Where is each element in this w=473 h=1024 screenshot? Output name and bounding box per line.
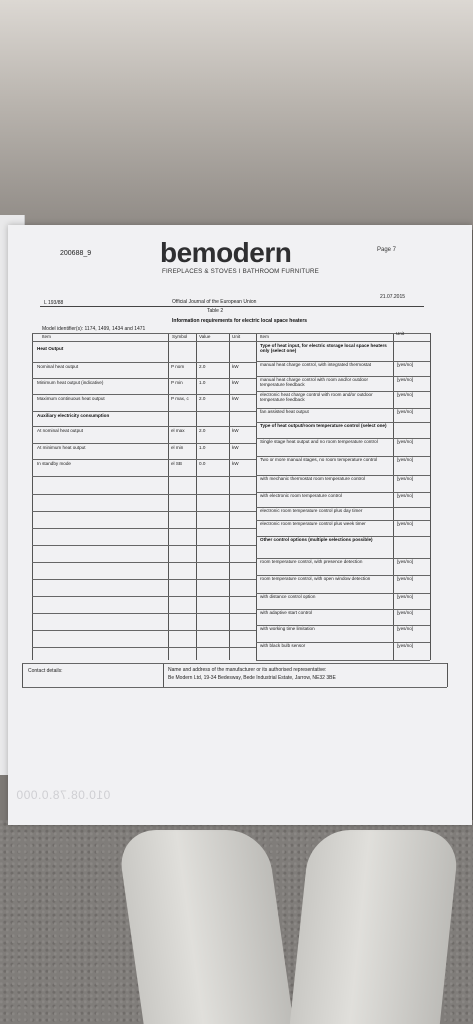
table-subtitle: Information requirements for electric local space heaters [172,318,308,324]
table-row-line [32,528,256,529]
table-column-line [229,333,230,660]
right-row-unit: [yes/no] [397,439,414,444]
table-row-line [32,362,256,363]
model-identifiers: Model identifier(s): 1174, 1499, 1434 and 1471 [42,326,146,332]
left-row-item: Auxiliary electricity consumption [37,413,110,418]
left-row-value: 2.0 [199,396,206,401]
table-row-line [32,394,256,395]
contact-box-line [22,687,447,688]
right-row-unit: [yes/no] [397,610,414,615]
right-row-unit: [yes/no] [397,559,414,564]
left-row-item: In standby mode [37,461,71,466]
left-header-item: Item [42,334,51,339]
brand-tagline: FIREPLACES & STOVES I BATHROOM FURNITURE [162,268,319,275]
right-row-unit: [yes/no] [397,521,414,526]
left-row-symbol: P min [171,380,183,385]
right-row-item: Type of heat output/room temperature control (select one) [260,423,387,428]
table-row-line [32,613,256,614]
right-row-unit: [yes/no] [397,377,414,382]
table-title: Table 2 [207,308,224,314]
document-id: 200688_9 [60,250,92,257]
left-row-symbol: P nom [171,364,185,369]
left-row-unit: kW [232,380,239,385]
right-row-unit: [yes/no] [397,643,414,648]
left-leg [116,830,293,1024]
contact-address: Be Modern Ltd, 19-34 Bedesway, Bede Industrial Estate, Jarrow, NE32 3BE [168,675,336,681]
right-row-unit: [yes/no] [397,476,414,481]
right-row-item: with mechanic thermostat room temperature control [260,476,365,481]
right-row-unit: [yes/no] [397,626,414,631]
right-row-unit: [yes/no] [397,594,414,599]
left-row-unit: kW [232,396,239,401]
table-row-line [32,333,430,334]
table-row-line [32,579,256,580]
right-row-item: fan assisted heat output [260,409,309,414]
left-row-item: Nominal heat output [37,364,79,369]
table-row-line [32,562,256,563]
table-row-line [32,426,256,427]
table-row-line [32,378,256,379]
background-wall [0,0,473,230]
contact-box-line [447,663,448,687]
right-row-item: manual heat charge control with room and/or outdoor temperature feedback [260,377,369,388]
left-header-value: Value [199,334,211,339]
table-row-line [32,443,256,444]
left-row-unit: kW [232,428,239,433]
table-column-line [168,333,169,660]
left-row-value: 1.0 [199,445,206,450]
right-row-item: electronic room temperature control plus week timer [260,521,366,526]
left-row-symbol: el SB [171,461,182,466]
table-column-line [430,333,431,660]
right-row-unit: [yes/no] [397,576,414,581]
right-row-item: with distance control option [260,594,316,599]
right-row-item: electronic room temperature control plus day timer [260,508,363,513]
left-row-value: 2.0 [199,428,206,433]
table-column-line [393,333,394,660]
right-row-item: Single stage heat output and no room temperature control [260,439,378,444]
contact-label: Contact details: [28,668,63,674]
right-row-item: manual heat charge control, with integrated thermostat [260,362,372,367]
left-row-item: At minimum heat output [37,445,86,450]
right-row-item: with electronic room temperature control [260,493,342,498]
contact-box-line [163,663,164,687]
right-header-unit: Unit [396,331,405,336]
right-header-item: Item [260,334,269,339]
left-row-item: Maximum continuous heat output [37,396,105,401]
right-row-item: with adaptive start control [260,610,313,615]
table-column-line [32,333,33,660]
right-row-item: Two or more manual stages, no room temperature control [260,457,378,462]
left-row-item: Minimum heat output (indicative) [37,380,104,385]
left-row-symbol: el min [171,445,184,450]
right-row-unit: [yes/no] [397,409,414,414]
right-row-item: room temperature control, with presence detection [260,559,363,564]
left-row-symbol: P max, c [171,396,189,401]
left-row-symbol: el max [171,428,185,433]
right-row-item: Type of heat input, for electric storage local space heaters only (select one) [260,343,387,354]
page-number: Page 7 [377,247,397,253]
table-row-line [32,511,256,512]
right-row-item: with working time limitation [260,626,315,631]
journal-reference: L 193/88 [44,300,64,306]
table-row-line [32,545,256,546]
contact-box-line [22,663,447,664]
left-row-unit: kW [232,445,239,450]
table-column-line [196,333,197,660]
table-row-line [32,647,256,648]
right-row-unit: [yes/no] [397,392,414,397]
journal-rule [40,306,424,307]
left-row-value: 2.0 [199,364,206,369]
table-row-line [32,630,256,631]
right-row-item: with black bulb sensor [260,643,306,648]
right-leg [290,830,460,1024]
contact-box-line [22,663,23,687]
table-row-line [256,660,430,661]
left-row-item: Heat Output [37,346,64,351]
brand-logo: bemodern [160,237,292,268]
reverse-stamp: 010.08.78.0.000 [16,788,111,802]
right-row-unit: [yes/no] [397,362,414,367]
table-row-line [32,476,256,477]
left-row-unit: kW [232,364,239,369]
left-row-unit: kW [232,461,239,466]
right-row-item: electronic heat charge control with room and/or outdoor temperature feedback [260,392,373,403]
table-row-line [32,341,430,342]
journal-name: Official Journal of the European Union [172,299,257,305]
table-column-line [256,333,257,660]
left-row-item: At nominal heat output [37,428,83,433]
contact-name-label: Name and address of the manufacturer or its authorised representative: [168,667,327,673]
left-header-unit: Unit [232,334,241,339]
table-row-line [32,459,256,460]
right-row-unit: [yes/no] [397,457,414,462]
table-row-line [32,411,256,412]
right-row-unit: [yes/no] [397,493,414,498]
left-header-symbol: Symbol [172,334,188,339]
right-row-item: room temperature control, with open window detection [260,576,371,581]
left-row-value: 0.0 [199,461,206,466]
table-row-line [32,494,256,495]
right-row-item: Other control options (multiple selections possible) [260,537,373,542]
table-row-line [32,596,256,597]
journal-date: 21.07.2015 [380,294,406,300]
left-row-value: 1.0 [199,380,206,385]
